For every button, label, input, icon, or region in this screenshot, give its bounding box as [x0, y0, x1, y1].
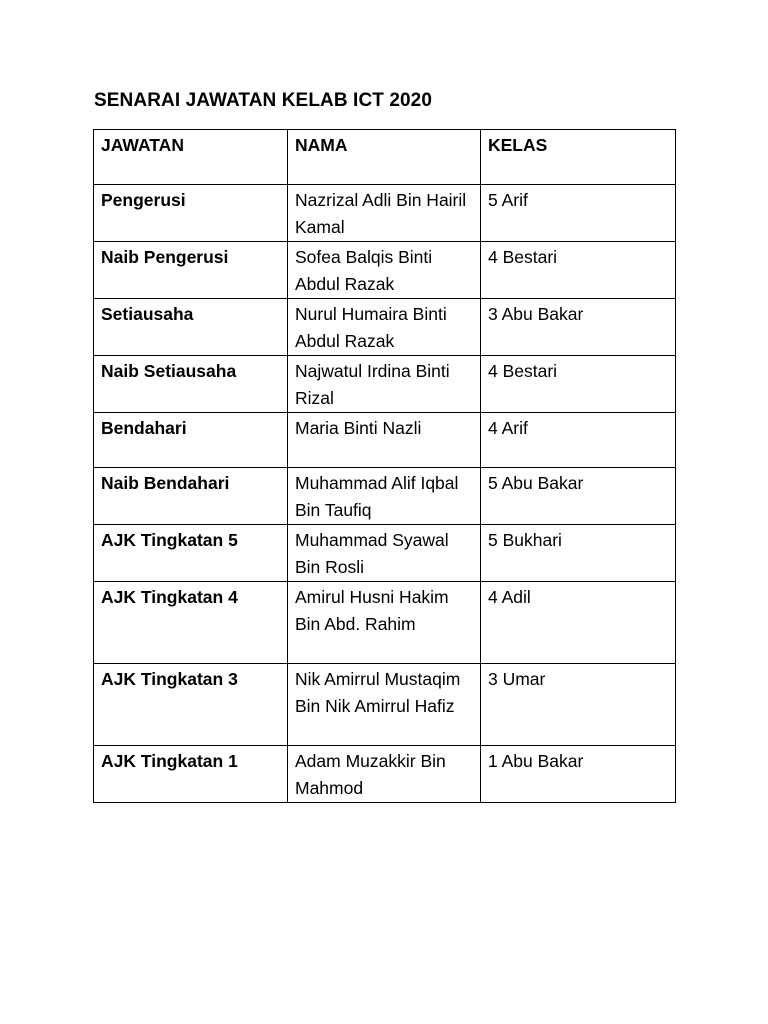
cell-kelas: 5 Abu Bakar: [481, 468, 676, 525]
cell-kelas: 5 Arif: [481, 185, 676, 242]
table-row: [94, 582, 676, 664]
cell-nama: Nazrizal Adli Bin Hairil Kamal: [288, 185, 481, 242]
table-row: [94, 525, 676, 582]
cell-nama: Adam Muzakkir Bin Mahmod: [288, 746, 481, 803]
table-row: [94, 413, 676, 468]
cell-kelas: 4 Bestari: [481, 242, 676, 299]
cell-jawatan: Naib Bendahari: [94, 468, 288, 525]
cell-nama: Muhammad Syawal Bin Rosli: [288, 525, 481, 582]
cell-nama: Najwatul Irdina Binti Rizal: [288, 356, 481, 413]
cell-jawatan: AJK Tingkatan 1: [94, 746, 288, 803]
cell-jawatan: Pengerusi: [94, 185, 288, 242]
cell-jawatan: Setiausaha: [94, 299, 288, 356]
table-header-row: [94, 130, 676, 185]
table-row: [94, 746, 676, 803]
cell-kelas: 4 Bestari: [481, 356, 676, 413]
cell-kelas: 3 Umar: [481, 664, 676, 746]
cell-jawatan: AJK Tingkatan 3: [94, 664, 288, 746]
cell-jawatan: Bendahari: [94, 413, 288, 468]
committee-table: [93, 129, 676, 803]
cell-kelas: 3 Abu Bakar: [481, 299, 676, 356]
cell-kelas: 4 Adil: [481, 582, 676, 664]
table-row: [94, 242, 676, 299]
cell-jawatan: Naib Setiausaha: [94, 356, 288, 413]
cell-nama: Nik Amirrul Mustaqim Bin Nik Amirrul Hafiz: [288, 664, 481, 746]
table-row: [94, 299, 676, 356]
cell-kelas: 5 Bukhari: [481, 525, 676, 582]
table-row: [94, 468, 676, 525]
cell-jawatan: AJK Tingkatan 4: [94, 582, 288, 664]
header-jawatan: JAWATAN: [94, 130, 288, 185]
header-nama: NAMA: [288, 130, 481, 185]
cell-kelas: 4 Arif: [481, 413, 676, 468]
cell-jawatan: Naib Pengerusi: [94, 242, 288, 299]
cell-nama: Maria Binti Nazli: [288, 413, 481, 468]
cell-nama: Muhammad Alif Iqbal Bin Taufiq: [288, 468, 481, 525]
table-row: [94, 664, 676, 746]
document-title: SENARAI JAWATAN KELAB ICT 2020: [94, 90, 433, 111]
table-row: [94, 185, 676, 242]
cell-nama: Sofea Balqis Binti Abdul Razak: [288, 242, 481, 299]
table-row: [94, 356, 676, 413]
cell-nama: Amirul Husni Hakim Bin Abd. Rahim: [288, 582, 481, 664]
cell-jawatan: AJK Tingkatan 5: [94, 525, 288, 582]
header-kelas: KELAS: [481, 130, 676, 185]
cell-kelas: 1 Abu Bakar: [481, 746, 676, 803]
cell-nama: Nurul Humaira Binti Abdul Razak: [288, 299, 481, 356]
